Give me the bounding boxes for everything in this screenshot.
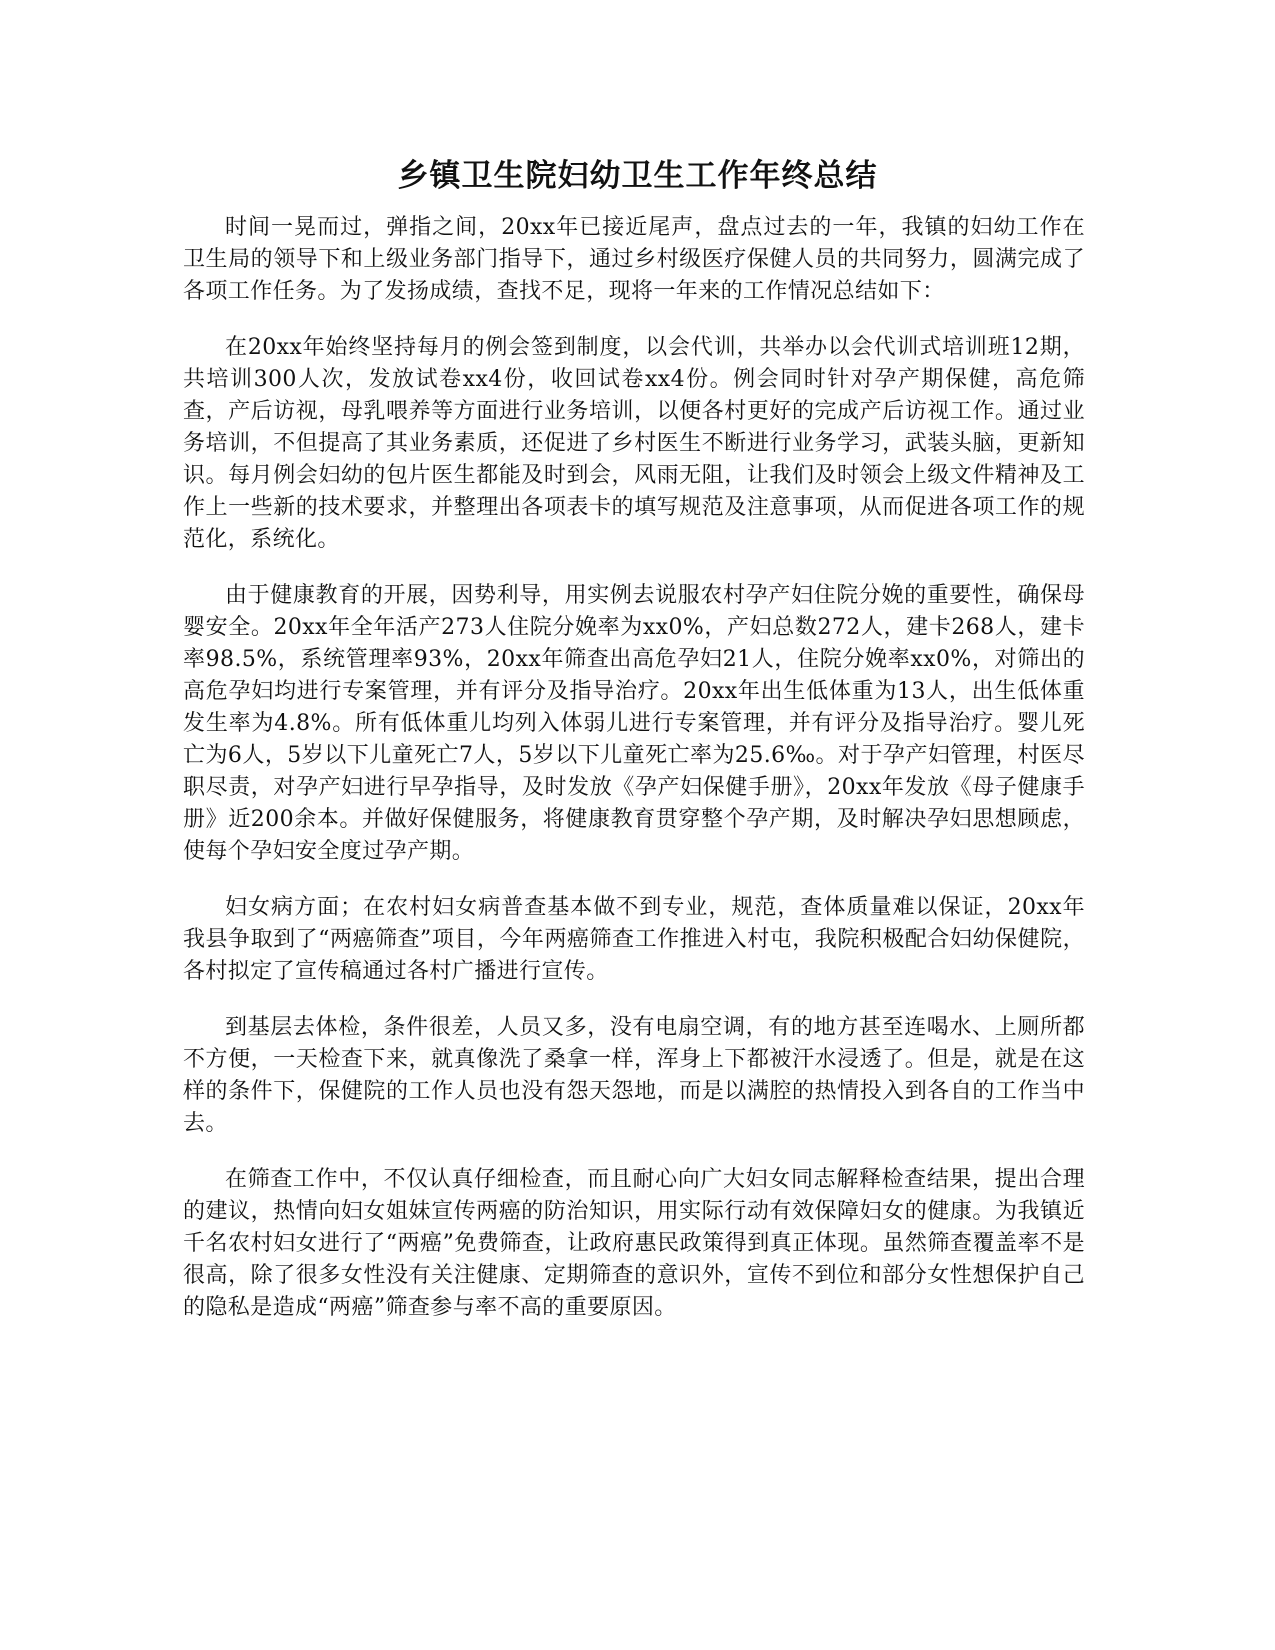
paragraph-training: 在20xx年始终坚持每月的例会签到制度，以会代训，共举办以会代训式培训班12期，共培训300人次，发放试卷xx4份，收回试卷xx4份。例会同时针对孕产期保健，高危筛查，产后访视，母乳喂养等方面进行业务培训，以便各村更好的完成产后访视工作。通过业务培训，不但提高了其业务素质，还促进了乡村医生不断进行业务学习，武装头脑，更新知识。每月例会妇幼的包片医生都能及时到会，风雨无阻，让我们及时领会上级文件精神及工作上一些新的技术要求，并整理出各项表卡的填写规范及注意事项，从而促进各项工作的规范化，系统化。 xyxy=(183,335,1085,552)
paragraph-field-conditions: 到基层去体检，条件很差，人员又多，没有电扇空调，有的地方甚至连喝水、上厕所都不方便，一天检查下来，就真像洗了桑拿一样，浑身上下都被汗水浸透了。但是，就是在这样的条件下，保健院的工作人员也没有怨天怨地，而是以满腔的热情投入到各自的工作当中去。 xyxy=(183,1015,1085,1136)
document-title: 乡镇卫生院妇幼卫生工作年终总结 xyxy=(397,158,878,194)
paragraph-womens-disease: 妇女病方面；在农村妇女病普查基本做不到专业，规范，查体质量难以保证，20xx年我县争取到了“两癌筛查”项目，今年两癌筛查工作推进入村屯，我院积极配合妇幼保健院，各村拟定了宣传稿通过各村广播进行宣传。 xyxy=(183,895,1085,984)
document-body xyxy=(183,212,1085,1348)
paragraph-intro: 时间一晃而过，弹指之间，20xx年已接近尾声，盘点过去的一年，我镇的妇幼工作在卫生局的领导下和上级业务部门指导下，通过乡村级医疗保健人员的共同努力，圆满完成了各项工作任务。为了发扬成绩，查找不足，现将一年来的工作情况总结如下： xyxy=(183,215,1085,304)
paragraph-maternal-health: 由于健康教育的开展，因势利导，用实例去说服农村孕产妇住院分娩的重要性，确保母婴安全。20xx年全年活产273人住院分娩率为xx0%，产妇总数272人，建卡268人，建卡率98.5%，系统管理率93%，20xx年筛查出高危孕妇21人，住院分娩率xx0%，对筛出的高危孕妇均进行专案管理，并有评分及指导治疗。20xx年出生低体重为13人，出生低体重发生率为4.8%。所有低体重儿均列入体弱儿进行专案管理，并有评分及指导治疗。婴儿死亡为6人，5岁以下儿童死亡7人，5岁以下儿童死亡率为25.6‰。对于孕产妇管理，村医尽职尽责，对孕产妇进行早孕指导，及时发放《孕产妇保健手册》，20xx年发放《母子健康手册》近200余本。并做好保健服务，将健康教育贯穿整个孕产期，及时解决孕妇思想顾虑，使每个孕妇安全度过孕产期。 xyxy=(183,583,1085,864)
paragraph-screening: 在筛查工作中，不仅认真仔细检查，而且耐心向广大妇女同志解释检查结果，提出合理的建议，热情向妇女姐妹宣传两癌的防治知识，用实际行动有效保障妇女的健康。为我镇近千名农村妇女进行了“两癌”免费筛查，让政府惠民政策得到真正体现。虽然筛查覆盖率不是很高，除了很多女性没有关注健康、定期筛查的意识外，宣传不到位和部分女性想保护自己的隐私是造成“两癌”筛查参与率不高的重要原因。 xyxy=(183,1167,1085,1320)
